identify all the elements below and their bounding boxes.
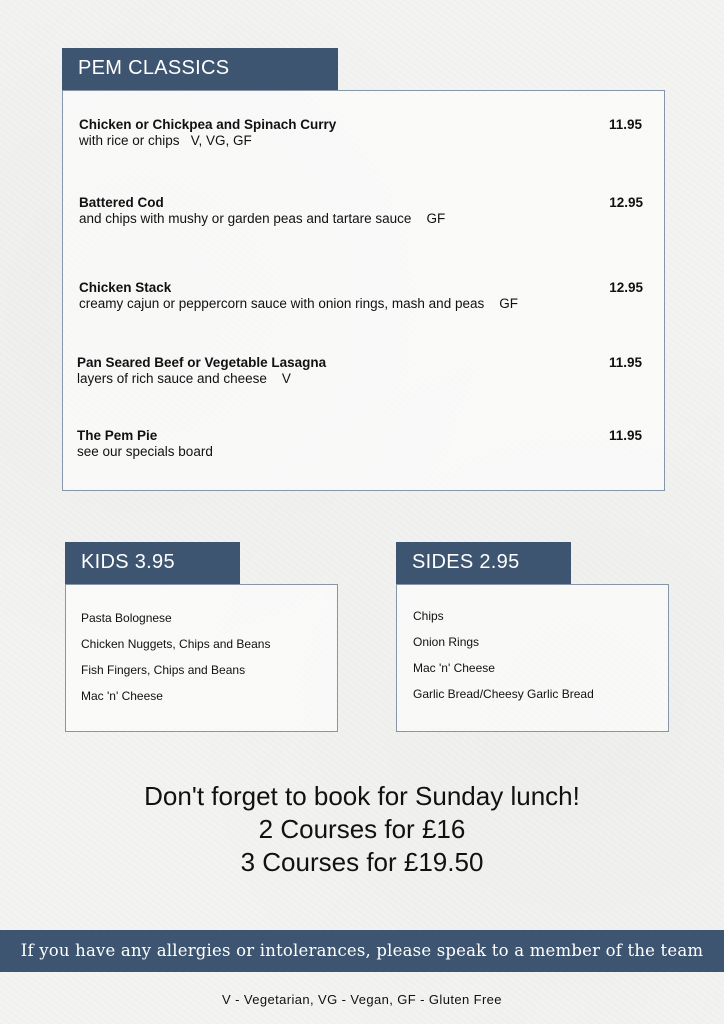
allergy-banner: If you have any allergies or intolerances, please speak to a member of the team — [0, 930, 724, 972]
menu-item — [79, 117, 336, 149]
sides-panel — [396, 584, 669, 732]
promo-line-3: 3 Courses for £19.50 — [240, 847, 484, 877]
menu-item-description: see our specials board — [77, 444, 213, 459]
classics-title: PEM CLASSICS — [62, 48, 338, 90]
menu-item-name: Chicken or Chickpea and Spinach Curry — [79, 117, 337, 132]
menu-item — [79, 280, 518, 312]
sides-item: Onion Rings — [413, 635, 480, 649]
menu-item-price: 11.95 — [608, 117, 642, 132]
kids-panel — [65, 584, 338, 732]
kids-item: Mac 'n' Cheese — [81, 689, 163, 703]
menu-item-description: and chips with mushy or garden peas and tartare sauce GF — [79, 211, 446, 226]
menu-item — [77, 355, 326, 387]
menu-item-price: 12.95 — [609, 195, 643, 210]
sides-item: Chips — [413, 609, 444, 623]
menu-item-name: Pan Seared Beef or Vegetable Lasagna — [77, 355, 327, 370]
menu-item-name: Battered Cod — [79, 195, 164, 210]
dietary-legend: V - Vegetarian, VG - Vegan, GF - Gluten Free — [222, 992, 502, 1007]
menu-item-price: 11.95 — [608, 355, 642, 370]
menu-item-name: Chicken Stack — [79, 280, 172, 295]
menu-item-price: 12.95 — [609, 280, 643, 295]
menu-item-price: 11.95 — [608, 428, 642, 443]
sides-title: SIDES 2.95 — [396, 542, 571, 584]
promo-line-1: Don't forget to book for Sunday lunch! — [144, 781, 580, 811]
menu-item — [77, 428, 213, 460]
menu-item — [79, 195, 445, 227]
sides-item: Garlic Bread/Cheesy Garlic Bread — [413, 687, 594, 701]
menu-item-description: with rice or chips V, VG, GF — [79, 133, 252, 148]
menu-item-description: layers of rich sauce and cheese V — [77, 371, 291, 386]
sides-item: Mac 'n' Cheese — [413, 661, 495, 675]
promo-line-2: 2 Courses for £16 — [258, 814, 466, 844]
kids-title: KIDS 3.95 — [65, 542, 240, 584]
menu-item-description: creamy cajun or peppercorn sauce with onion rings, mash and peas GF — [79, 296, 518, 311]
menu-item-name: The Pem Pie — [77, 428, 158, 443]
kids-item: Chicken Nuggets, Chips and Beans — [81, 637, 271, 651]
kids-item: Pasta Bolognese — [81, 611, 172, 625]
kids-item: Fish Fingers, Chips and Beans — [81, 663, 246, 677]
